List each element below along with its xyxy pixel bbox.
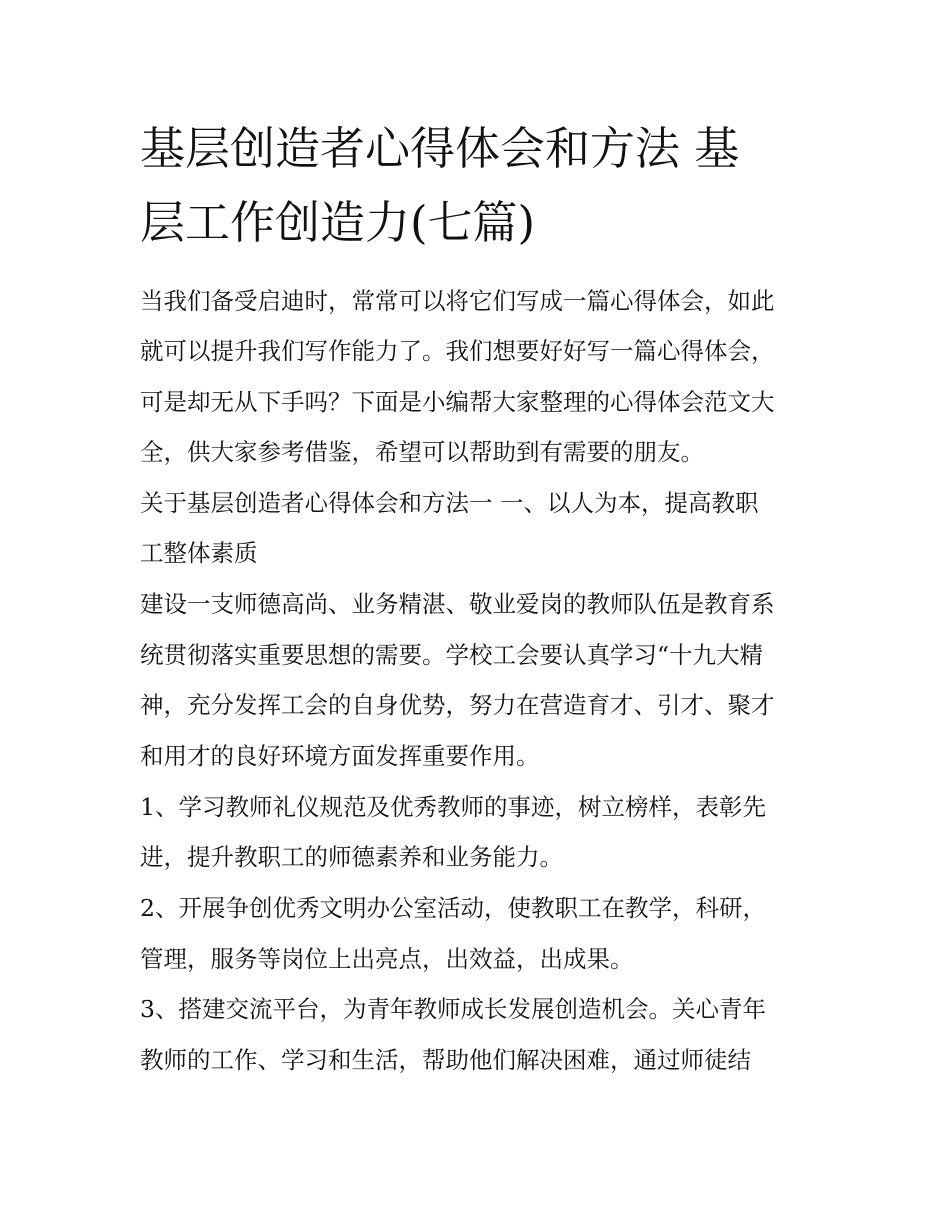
body-line: 就可以提升我们写作能力了。我们想要好好写一篇心得体会， (140, 337, 775, 365)
body-line: 全，供大家参考借鉴，希望可以帮助到有需要的朋友。 (140, 438, 704, 466)
body-line: 建设一支师德高尚、业务精湛、敬业爱岗的教师队伍是教育系 (140, 590, 775, 618)
document-title (140, 112, 820, 260)
body-line: 可是却无从下手吗？下面是小编帮大家整理的心得体会范文大 (140, 388, 775, 416)
list-item-line: 2、开展争创优秀文明办公室活动，使教职工在教学，科研， (140, 894, 766, 922)
body-line: 神，充分发挥工会的自身优势，努力在营造育才、引才、聚才 (140, 691, 775, 719)
body-line: 当我们备受启迪时，常常可以将它们写成一篇心得体会，如此 (140, 287, 775, 315)
section-heading-line: 工整体素质 (140, 539, 258, 567)
list-item-line: 1、学习教师礼仪规范及优秀教师的事迹，树立榜样，表彰先 (140, 793, 766, 821)
list-item-line: 进，提升教职工的师德素养和业务能力。 (140, 843, 563, 871)
list-item-line: 3、搭建交流平台，为青年教师成长发展创造机会。关心青年 (140, 995, 766, 1023)
body-line: 和用才的良好环境方面发挥重要作用。 (140, 742, 540, 770)
list-item-line: 教师的工作、学习和生活，帮助他们解决困难，通过师徒结 (140, 1046, 751, 1074)
title-line: 层工作创造力(七篇) (140, 196, 536, 249)
body-line: 统贯彻落实重要思想的需要。学校工会要认真学习“十九大精 (140, 641, 764, 669)
list-item-line: 管理，服务等岗位上出亮点，出效益，出成果。 (140, 945, 634, 973)
section-heading-line: 关于基层创造者心得体会和方法一 一、以人为本，提高教职 (140, 489, 759, 517)
title-line: 基层创造者心得体会和方法 基 (140, 122, 740, 175)
